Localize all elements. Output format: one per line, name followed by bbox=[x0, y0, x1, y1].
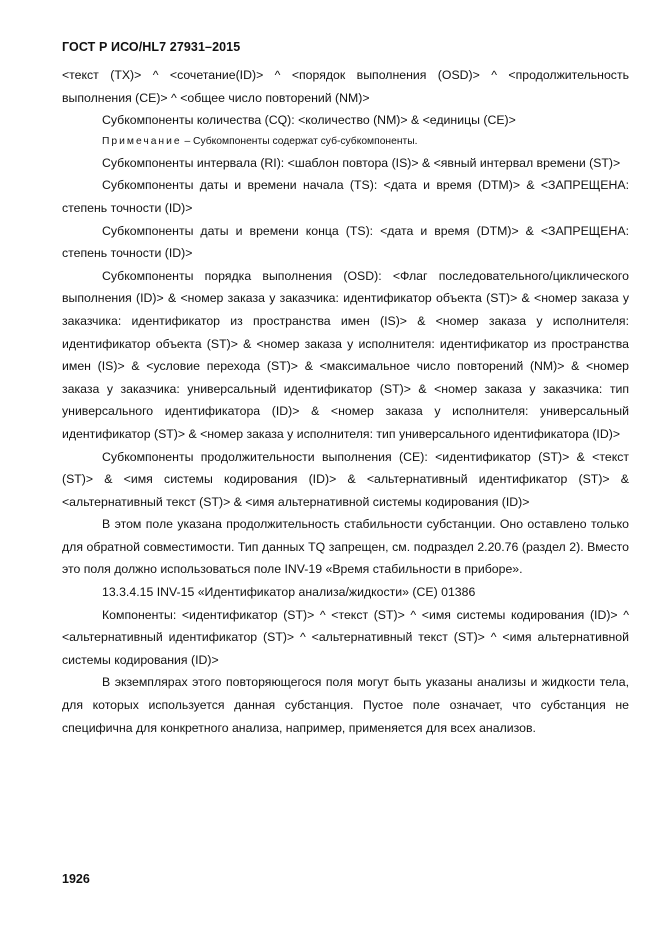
note-paragraph bbox=[62, 132, 629, 152]
paragraph-end-ts-subcomponents: Субкомпоненты даты и времени конца (TS): <дата и время (DTM)> & <ЗАПРЕЩЕНА: степень точности (ID)> bbox=[62, 223, 629, 261]
paragraph-cq-subcomponents: Субкомпоненты количества (CQ): <количество (NM)> & <единицы (CE)> bbox=[102, 113, 516, 128]
paragraph-inv-15-description: В экземплярах этого повторяющегося поля могут быть указаны анализы и жидкости тела, для которых используется данная субстанция. Пустое поле означает, что субстанция не специфична для конкретного анализа, например, применяется для всех анализов. bbox=[62, 675, 629, 735]
page-number: 1926 bbox=[62, 872, 90, 886]
paragraph-osd-subcomponents: Субкомпоненты порядка выполнения (OSD): <Флаг последовательного/циклического выполнения (ID)> & <номер заказа у заказчика: идентификатор объекта (ST)> & <номер заказа у заказчика: идентификатор из пространства имен (IS)> & <номер заказа у исполнителя: идентификатор объекта (ST)> & <номер заказа у исполнителя: идентификатор из пространства имен (IS)> & <условие перехода (ST)> & <максимальное число повторений (NM)> & <номер заказа у заказчика: универсальный идентификатор (ST)> & <номер заказа у заказчика: тип универсального идентификатора (ID)> & <номер заказа у исполнителя: универсальный идентификатор (ST)> & <номер заказа у исполнителя: тип универсального идентификатора (ID)> bbox=[62, 268, 629, 441]
note-text: – Субкомпоненты содержат суб-субкомпоненты. bbox=[181, 135, 418, 147]
paragraph-ce-subcomponents: Субкомпоненты продолжительности выполнения (CE): <идентификатор (ST)> & <текст (ST)> & <имя системы кодирования (ID)> & <альтернативный идентификатор (ST)> & <альтернативный текст (ST)> & <имя альтернативной системы кодирования (ID)> bbox=[62, 449, 629, 509]
document-body bbox=[62, 64, 629, 739]
paragraph-ri-subcomponents: Субкомпоненты интервала (RI): <шаблон повтора (IS)> & <явный интервал времени (ST)> bbox=[102, 155, 621, 170]
document-standard-title: ГОСТ Р ИСО/HL7 27931–2015 bbox=[62, 40, 241, 54]
paragraph-inv-15-components: Компоненты: <идентификатор (ST)> ^ <текст (ST)> ^ <имя системы кодирования (ID)> ^ <альтернативный идентификатор (ST)> ^ <альтернативный текст (ST)> ^ <имя альтернативной системы кодирования (ID)> bbox=[62, 607, 629, 667]
note-label: Примечание bbox=[102, 135, 182, 147]
paragraph-tq-components: <текст (TX)> ^ <сочетание(ID)> ^ <порядок выполнения (OSD)> ^ <продолжительность выполнения (CE)> ^ <общее число повторений (NM)> bbox=[62, 68, 629, 105]
paragraph-start-ts-subcomponents: Субкомпоненты даты и времени начала (TS): <дата и время (DTM)> & <ЗАПРЕЩЕНА: степень точности (ID)> bbox=[62, 178, 629, 215]
section-heading-inv-15: 13.3.4.15 INV-15 «Идентификатор анализа/жидкости» (CE) 01386 bbox=[102, 585, 476, 600]
paragraph-stability-description: В этом поле указана продолжительность стабильности субстанции. Оно оставлено только для обратной совместимости. Тип данных TQ запрещен, см. подраздел 2.20.76 (раздел 2). Вместо это поля должно использоваться поле INV-19 «Время стабильности в приборе». bbox=[62, 517, 629, 577]
